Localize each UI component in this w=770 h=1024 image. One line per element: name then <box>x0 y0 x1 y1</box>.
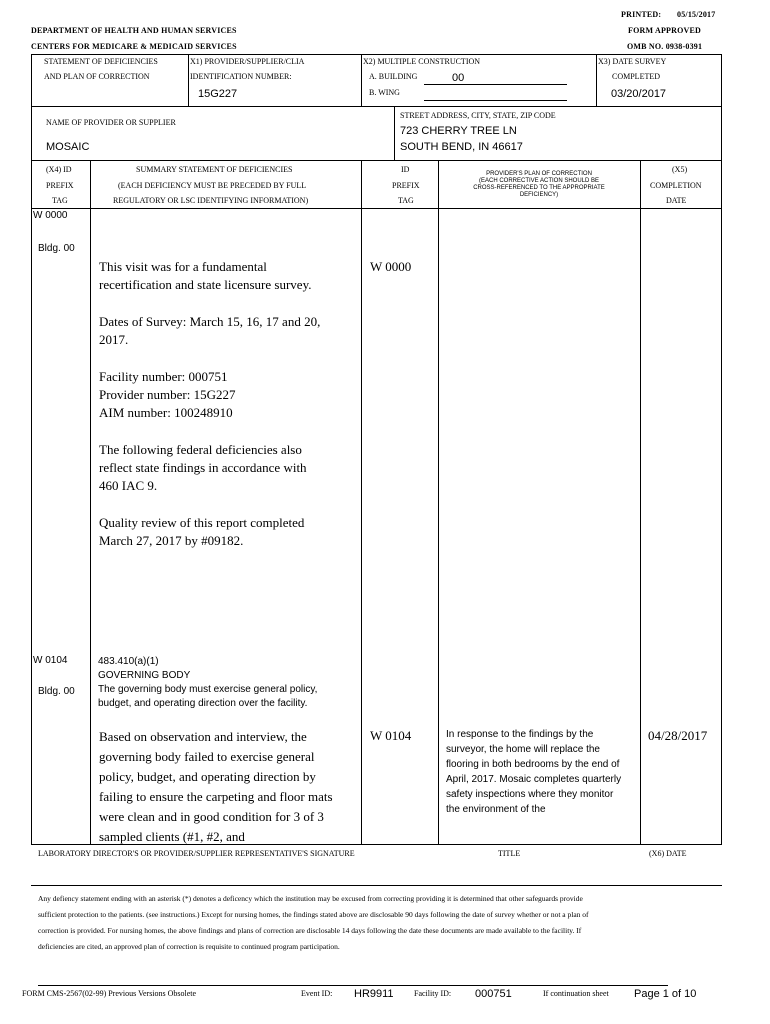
id-tag-w0104: W 0104 <box>370 728 412 743</box>
address-line-2: SOUTH BEND, IN 46617 <box>400 141 523 153</box>
provider-name-label: NAME OF PROVIDER OR SUPPLIER <box>46 118 176 127</box>
provider-id-value: 15G227 <box>198 88 238 100</box>
x4-tag-label: TAG <box>52 196 68 205</box>
w0104-title: GOVERNING BODY <box>98 670 191 681</box>
w0104-description: The governing body must exercise general policy, budget, and operating direction over the facility. <box>98 684 318 709</box>
plan-header-3: CROSS-REFERENCED TO THE APPROPRIATE <box>473 185 605 191</box>
plan-header-1: PROVIDER'S PLAN OF CORRECTION <box>486 171 592 177</box>
x4-prefix-label: PREFIX <box>46 181 74 190</box>
title-label: TITLE <box>498 849 521 858</box>
w0000-provider-number: Provider number: 15G227 <box>99 387 236 402</box>
statement-label-2: AND PLAN OF CORRECTION <box>44 72 150 81</box>
plan-header-4: DEFICIENCY) <box>519 192 559 198</box>
bldg-w0104: Bldg. 00 <box>38 686 75 697</box>
id-header-1: ID <box>401 165 410 174</box>
centers-title: CENTERS FOR MEDICARE & MEDICAID SERVICES <box>31 42 237 51</box>
w0000-paragraph-5: Quality review of this report completed March 27, 2017 by #09182. <box>99 515 305 548</box>
bldg-w0000: Bldg. 00 <box>38 243 75 254</box>
tag-w0000: W 0000 <box>33 210 68 221</box>
printed-date: 05/15/2017 <box>677 10 716 19</box>
date-survey-label-2: COMPLETED <box>612 72 660 81</box>
address-line-1: 723 CHERRY TREE LN <box>400 125 517 137</box>
id-header-2: PREFIX <box>392 181 420 190</box>
summary-header-3: REGULATORY OR LSC IDENTIFYING INFORMATION) <box>113 196 309 205</box>
x4-id-label: (X4) ID <box>46 165 72 174</box>
survey-date-value: 03/20/2017 <box>611 88 667 100</box>
signature-label: LABORATORY DIRECTOR'S OR PROVIDER/SUPPLIER REPRESENTATIVE'S SIGNATURE <box>38 849 355 858</box>
summary-header-2: (EACH DEFICIENCY MUST BE PRECEDED BY FULL <box>118 181 307 190</box>
wing-label: B. WING <box>369 88 400 97</box>
continuation-label: If continuation sheet <box>543 989 609 998</box>
signature-date-label: (X6) DATE <box>649 849 687 858</box>
w0104-plan-of-correction: In response to the findings by the surveyor, the home will replace the flooring in both bedrooms by the end of April, 2017. Mosaic completes quarterly safety inspections where they monitor the environment of the <box>446 729 622 815</box>
disclosure-notice: Any defiency statement ending with an asterisk (*) denotes a deficency which the institution may be excused from correcting providing it is determined that other safeguards provide sufficient protection to the patients. (see instructions.) Except for nursing homes, the findings stated above are disclosable 90 days following the date of survey whether or not a plan of correction is provided. For nursing homes, the above findings and plans of correction are disclosable 14 days following the date these documents are made available to the facility. If deficiencies are cited, an approved plan of correction is requisite to continued program participation. <box>38 894 589 951</box>
w0104-completion-date: 04/28/2017 <box>648 728 708 743</box>
event-id-label: Event ID: <box>301 989 333 998</box>
form-approved: FORM APPROVED <box>628 26 702 35</box>
facility-id-label: Facility ID: <box>414 989 452 998</box>
w0000-paragraph-2: Dates of Survey: March 15, 16, 17 and 20, 2017. <box>99 314 321 347</box>
plan-header-2: (EACH CORRECTIVE ACTION SHOULD BE <box>478 178 600 184</box>
w0104-finding: Based on observation and interview, the governing body failed to exercise general policy, budget, and operating direction by failing to ensure the carpeting and floor mats were clean and in good condition for 3 of 3 sampled clients (#1, #2, and <box>99 729 333 844</box>
printed-label: PRINTED: <box>621 10 662 19</box>
date-label: DATE <box>666 196 687 205</box>
statement-label-1: STATEMENT OF DEFICIENCIES <box>44 57 158 66</box>
w0000-paragraph-4: The following federal deficiencies also reflect state findings in accordance with 460 IAC 9. <box>99 442 307 493</box>
address-label: STREET ADDRESS, CITY, STATE, ZIP CODE <box>400 111 556 120</box>
date-survey-label-1: X3) DATE SURVEY <box>598 57 667 66</box>
w0104-regulation: 483.410(a)(1) <box>98 656 159 667</box>
building-value: 00 <box>452 72 465 84</box>
w0000-paragraph-1: This visit was for a fundamental recertification and state licensure survey. <box>99 259 312 292</box>
omb-number: OMB NO. 0938-0391 <box>627 42 703 51</box>
x5-label: (X5) <box>672 165 688 174</box>
provider-clia-label-1: X1) PROVIDER/SUPPLIER/CLIA <box>190 57 305 66</box>
id-header-3: TAG <box>398 196 414 205</box>
summary-header-1: SUMMARY STATEMENT OF DEFICIENCIES <box>136 165 293 174</box>
provider-name-value: MOSAIC <box>46 141 90 153</box>
provider-clia-label-2: IDENTIFICATION NUMBER: <box>190 72 292 81</box>
building-label: A. BUILDING <box>369 72 418 81</box>
event-id-value: HR9911 <box>354 988 394 1000</box>
multiple-construction-label: X2) MULTIPLE CONSTRUCTION <box>363 57 481 66</box>
form-id: FORM CMS-2567(02-99) Previous Versions Obsolete <box>22 989 197 998</box>
w0000-aim-number: AIM number: 100248910 <box>99 405 233 420</box>
facility-id-value: 000751 <box>475 988 512 1000</box>
tag-w0104: W 0104 <box>33 655 68 666</box>
completion-label: COMPLETION <box>650 181 702 190</box>
page-number: Page 1 of 10 <box>634 988 697 1000</box>
id-tag-w0000: W 0000 <box>370 259 412 274</box>
department-title: DEPARTMENT OF HEALTH AND HUMAN SERVICES <box>31 26 237 35</box>
w0000-facility-number: Facility number: 000751 <box>99 369 228 384</box>
